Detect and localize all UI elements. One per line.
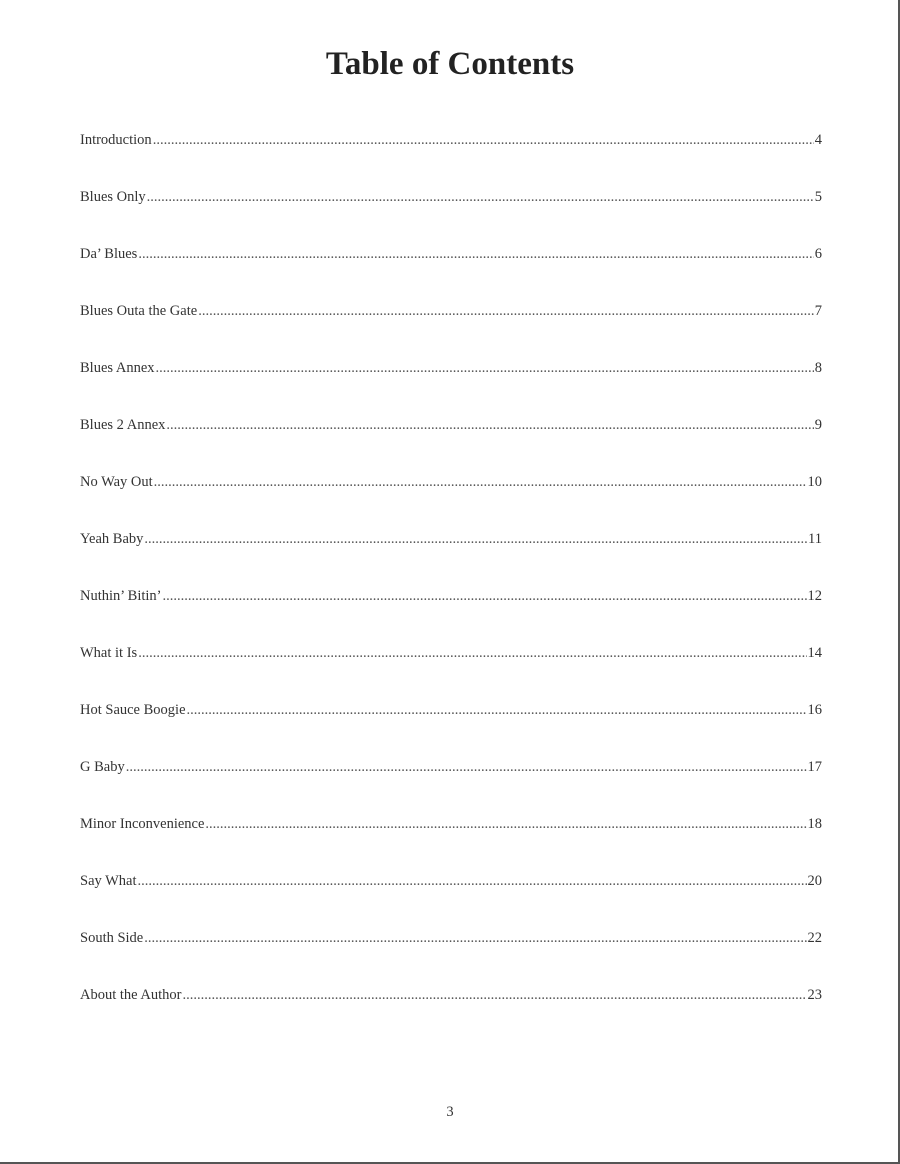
- dot-leader: [198, 299, 814, 323]
- toc-entry-page: 9: [814, 417, 822, 433]
- toc-entry-title: Nuthin’ Bitin’: [80, 588, 162, 604]
- dot-leader: [126, 755, 807, 779]
- toc-entry-page: 18: [807, 816, 822, 832]
- toc-entry-title: Blues Only: [80, 189, 146, 205]
- toc-entry-south-side[interactable]: [80, 926, 822, 983]
- toc-entry-say-what[interactable]: [80, 869, 822, 926]
- toc-entry-blues-only[interactable]: [80, 185, 822, 242]
- toc-entry-page: 5: [814, 189, 822, 205]
- dot-leader: [156, 356, 814, 380]
- dot-leader: [166, 413, 813, 437]
- toc-entry-no-way-out[interactable]: [80, 470, 822, 527]
- toc-entry-minor-inconvenience[interactable]: [80, 812, 822, 869]
- toc-entry-title: Da’ Blues: [80, 246, 138, 262]
- toc-entry-hot-sauce-boogie[interactable]: [80, 698, 822, 755]
- toc-entry-blues-outa-the-gate[interactable]: [80, 299, 822, 356]
- toc-entry-da-blues[interactable]: [80, 242, 822, 299]
- toc-entry-title: What it Is: [80, 645, 138, 661]
- toc-entry-page: 16: [807, 702, 822, 718]
- toc-entry-yeah-baby[interactable]: [80, 527, 822, 584]
- toc-entry-blues-annex[interactable]: [80, 356, 822, 413]
- page-title: Table of Contents: [325, 46, 575, 82]
- toc-entry-page: 6: [814, 246, 822, 262]
- toc-entry-page: 7: [814, 303, 822, 319]
- toc-entry-title: G Baby: [80, 759, 125, 775]
- toc-entry-title: Say What: [80, 873, 137, 889]
- toc-entry-title: No Way Out: [80, 474, 153, 490]
- toc-entry-title: Yeah Baby: [80, 531, 144, 547]
- toc-entry-page: 12: [807, 588, 822, 604]
- toc-entry-title: Blues Annex: [80, 360, 155, 376]
- toc-entry-page: 22: [807, 930, 822, 946]
- dot-leader: [153, 128, 814, 152]
- toc-entry-what-it-is[interactable]: [80, 641, 822, 698]
- toc-entry-page: 14: [807, 645, 822, 661]
- dot-leader: [147, 185, 814, 209]
- page-number: 3: [446, 1104, 454, 1120]
- toc-entry-g-baby[interactable]: [80, 755, 822, 812]
- dot-leader: [205, 812, 806, 836]
- toc-entry-page: 11: [808, 531, 822, 547]
- toc-entry-page: 10: [807, 474, 822, 490]
- toc-entry-introduction[interactable]: [80, 128, 822, 185]
- dot-leader: [187, 698, 807, 722]
- toc-entry-title: Hot Sauce Boogie: [80, 702, 186, 718]
- toc-entry-page: 4: [814, 132, 822, 148]
- toc-entry-title: Introduction: [80, 132, 152, 148]
- toc-entry-page: 17: [807, 759, 822, 775]
- dot-leader: [163, 584, 807, 608]
- dot-leader: [138, 242, 813, 266]
- toc-entry-about-the-author[interactable]: [80, 983, 822, 1040]
- dot-leader: [138, 641, 806, 665]
- toc-entry-title: Minor Inconvenience: [80, 816, 205, 832]
- dot-leader: [144, 926, 806, 950]
- toc-entry-title: About the Author: [80, 987, 182, 1003]
- dot-leader: [138, 869, 807, 893]
- toc-entry-title: South Side: [80, 930, 144, 946]
- dot-leader: [154, 470, 807, 494]
- toc-entry-nuthin-bitin[interactable]: [80, 584, 822, 641]
- toc-entry-page: 8: [814, 360, 822, 376]
- dot-leader: [183, 983, 807, 1007]
- toc-entry-page: 20: [807, 873, 822, 889]
- table-of-contents: [80, 128, 822, 1040]
- dot-leader: [144, 527, 807, 551]
- toc-entry-blues-2-annex[interactable]: [80, 413, 822, 470]
- toc-entry-title: Blues Outa the Gate: [80, 303, 198, 319]
- toc-entry-title: Blues 2 Annex: [80, 417, 166, 433]
- toc-entry-page: 23: [807, 987, 822, 1003]
